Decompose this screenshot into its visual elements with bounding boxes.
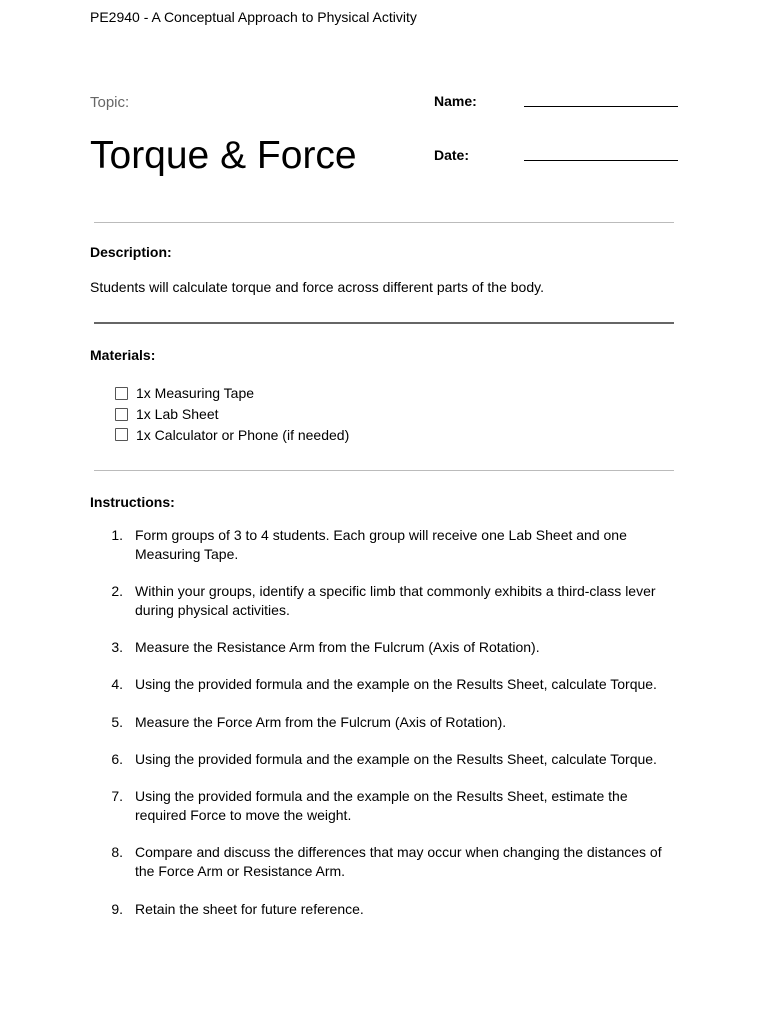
step-number: 1. — [111, 527, 123, 543]
instructions-heading: Instructions: — [90, 494, 175, 510]
step-text: Using the provided formula and the example on the Results Sheet, estimate the required Force to move the weight. — [135, 788, 628, 824]
page-title: Torque & Force — [90, 134, 357, 177]
step-text: Measure the Force Arm from the Fulcrum (Axis of Rotation). — [135, 713, 507, 730]
step-number: 6. — [111, 751, 123, 768]
description-text: Students will calculate torque and force across different parts of the body. — [90, 279, 544, 295]
material-label: 1x Calculator or Phone (if needed) — [136, 426, 350, 443]
step-number: 2. — [111, 583, 123, 600]
step-number: 3. — [111, 639, 123, 656]
list-item — [90, 526, 690, 564]
checkbox-icon[interactable] — [115, 387, 128, 400]
materials-heading: Materials: — [90, 347, 156, 363]
topic-label: Topic: — [90, 94, 130, 111]
list-item — [90, 713, 690, 732]
step-text: Within your groups, identify a specific limb that commonly exhibits a third-class lever during physical activities. — [135, 583, 656, 618]
list-item — [90, 675, 690, 694]
divider-materials — [94, 470, 674, 471]
list-item — [90, 750, 690, 769]
step-text: Form groups of 3 to 4 students. Each group will receive one Lab Sheet and one Measuring Tape. — [135, 527, 627, 562]
step-number: 4. — [111, 676, 123, 693]
step-number: 9. — [111, 900, 123, 917]
list-item — [90, 638, 690, 657]
step-text: Using the provided formula and the example on the Results Sheet, calculate Torque. — [135, 676, 657, 693]
step-text: Using the provided formula and the example on the Results Sheet, calculate Torque. — [135, 751, 657, 768]
step-text: Measure the Resistance Arm from the Fulcrum (Axis of Rotation). — [135, 639, 540, 656]
list-item — [115, 404, 349, 425]
date-field[interactable] — [524, 160, 678, 161]
date-label: Date: — [434, 147, 470, 163]
checkbox-icon[interactable] — [115, 408, 128, 421]
materials-list — [115, 383, 349, 445]
list-item — [115, 383, 349, 404]
list-item — [90, 843, 690, 881]
list-item — [90, 900, 690, 919]
list-item — [90, 582, 690, 620]
step-number: 5. — [111, 713, 123, 730]
checkbox-icon[interactable] — [115, 428, 128, 441]
step-text: Compare and discuss the differences that may occur when changing the distances of the Force Arm or Resistance Arm. — [135, 844, 662, 880]
list-item — [90, 787, 690, 825]
description-heading: Description: — [90, 244, 172, 260]
material-label: 1x Lab Sheet — [136, 406, 219, 423]
name-field[interactable] — [524, 106, 678, 107]
name-label: Name: — [434, 93, 477, 109]
step-number: 7. — [111, 788, 123, 805]
course-header: PE2940 - A Conceptual Approach to Physical Activity — [90, 9, 417, 25]
list-item — [115, 424, 349, 445]
divider-top — [94, 222, 674, 223]
instructions-list — [90, 526, 690, 937]
divider-description — [94, 322, 674, 324]
material-label: 1x Measuring Tape — [136, 385, 255, 402]
step-number: 8. — [111, 844, 123, 861]
step-text: Retain the sheet for future reference. — [135, 900, 364, 917]
